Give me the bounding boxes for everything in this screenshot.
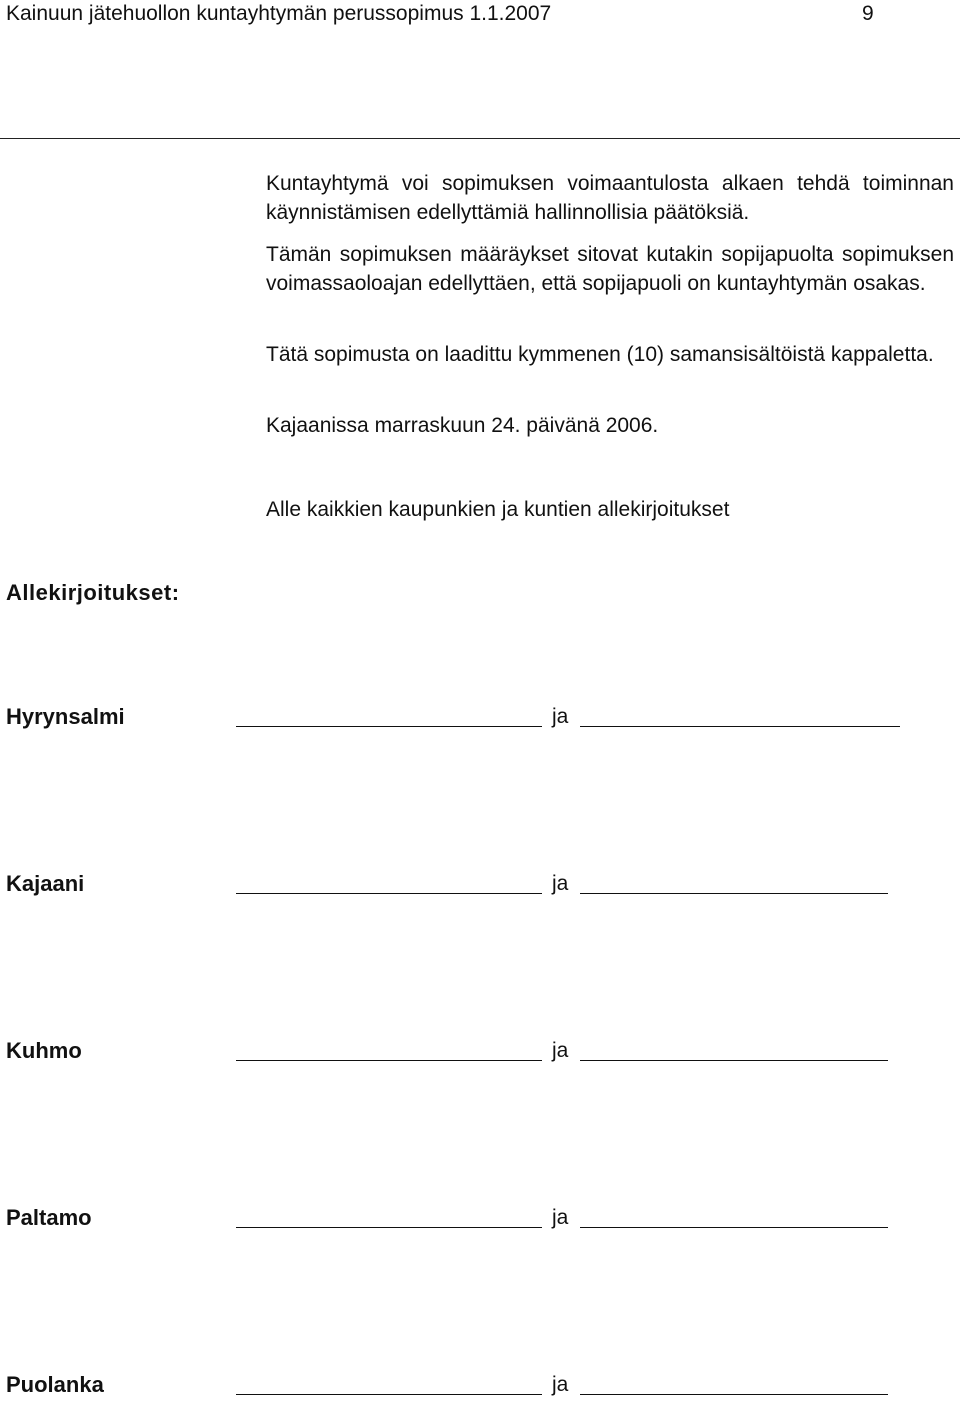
signature-line (236, 893, 542, 894)
signature-line (236, 1060, 542, 1061)
signatures-heading: Allekirjoitukset: (6, 580, 180, 605)
municipality-name: Paltamo (6, 1205, 92, 1230)
conjunction-label: ja (552, 705, 569, 728)
signature-line (580, 893, 888, 894)
signature-row-hyrynsalmi (6, 700, 956, 736)
signature-line (580, 726, 900, 727)
conjunction-label: ja (552, 1373, 569, 1396)
paragraph-signatures-note: Alle kaikkien kaupunkien ja kuntien allekirjoitukset (266, 498, 730, 521)
signature-row-paltamo (6, 1201, 956, 1237)
municipality-name: Hyrynsalmi (6, 704, 125, 729)
page-header (6, 0, 960, 30)
conjunction-label: ja (552, 1039, 569, 1062)
municipality-name: Puolanka (6, 1372, 104, 1397)
conjunction-label: ja (552, 1206, 569, 1229)
signature-line (236, 1227, 542, 1228)
header-divider (0, 138, 960, 139)
municipality-name: Kajaani (6, 871, 85, 896)
signature-line (580, 1227, 888, 1228)
signature-row-kajaani (6, 867, 956, 903)
paragraph-start-of-operations: Kuntayhtymä voi sopimuksen voimaantulosta alkaen tehdä toiminnan käynnistämisen edellyttämiä hallinnollisia päätöksiä. (266, 172, 954, 224)
paragraph-binding-provisions: Tämän sopimuksen määräykset sitovat kutakin sopijapuolta sopimuksen voimassaoloajan edellyttäen, että sopijapuoli on kuntayhtymän osakas. (266, 243, 954, 295)
paragraph-place-date: Kajaanissa marraskuun 24. päivänä 2006. (266, 414, 659, 437)
conjunction-label: ja (552, 872, 569, 895)
paragraph-copies: Tätä sopimusta on laadittu kymmenen (10) samansisältöistä kappaletta. (266, 343, 934, 366)
municipality-name: Kuhmo (6, 1038, 82, 1063)
signature-line (236, 726, 542, 727)
signature-line (236, 1394, 542, 1395)
page-number: 9 (862, 2, 874, 25)
signature-row-kuhmo (6, 1034, 956, 1070)
signature-row-puolanka (6, 1368, 956, 1404)
signature-line (580, 1394, 888, 1395)
document-title: Kainuun jätehuollon kuntayhtymän perussopimus 1.1.2007 (6, 2, 552, 25)
signature-line (580, 1060, 888, 1061)
